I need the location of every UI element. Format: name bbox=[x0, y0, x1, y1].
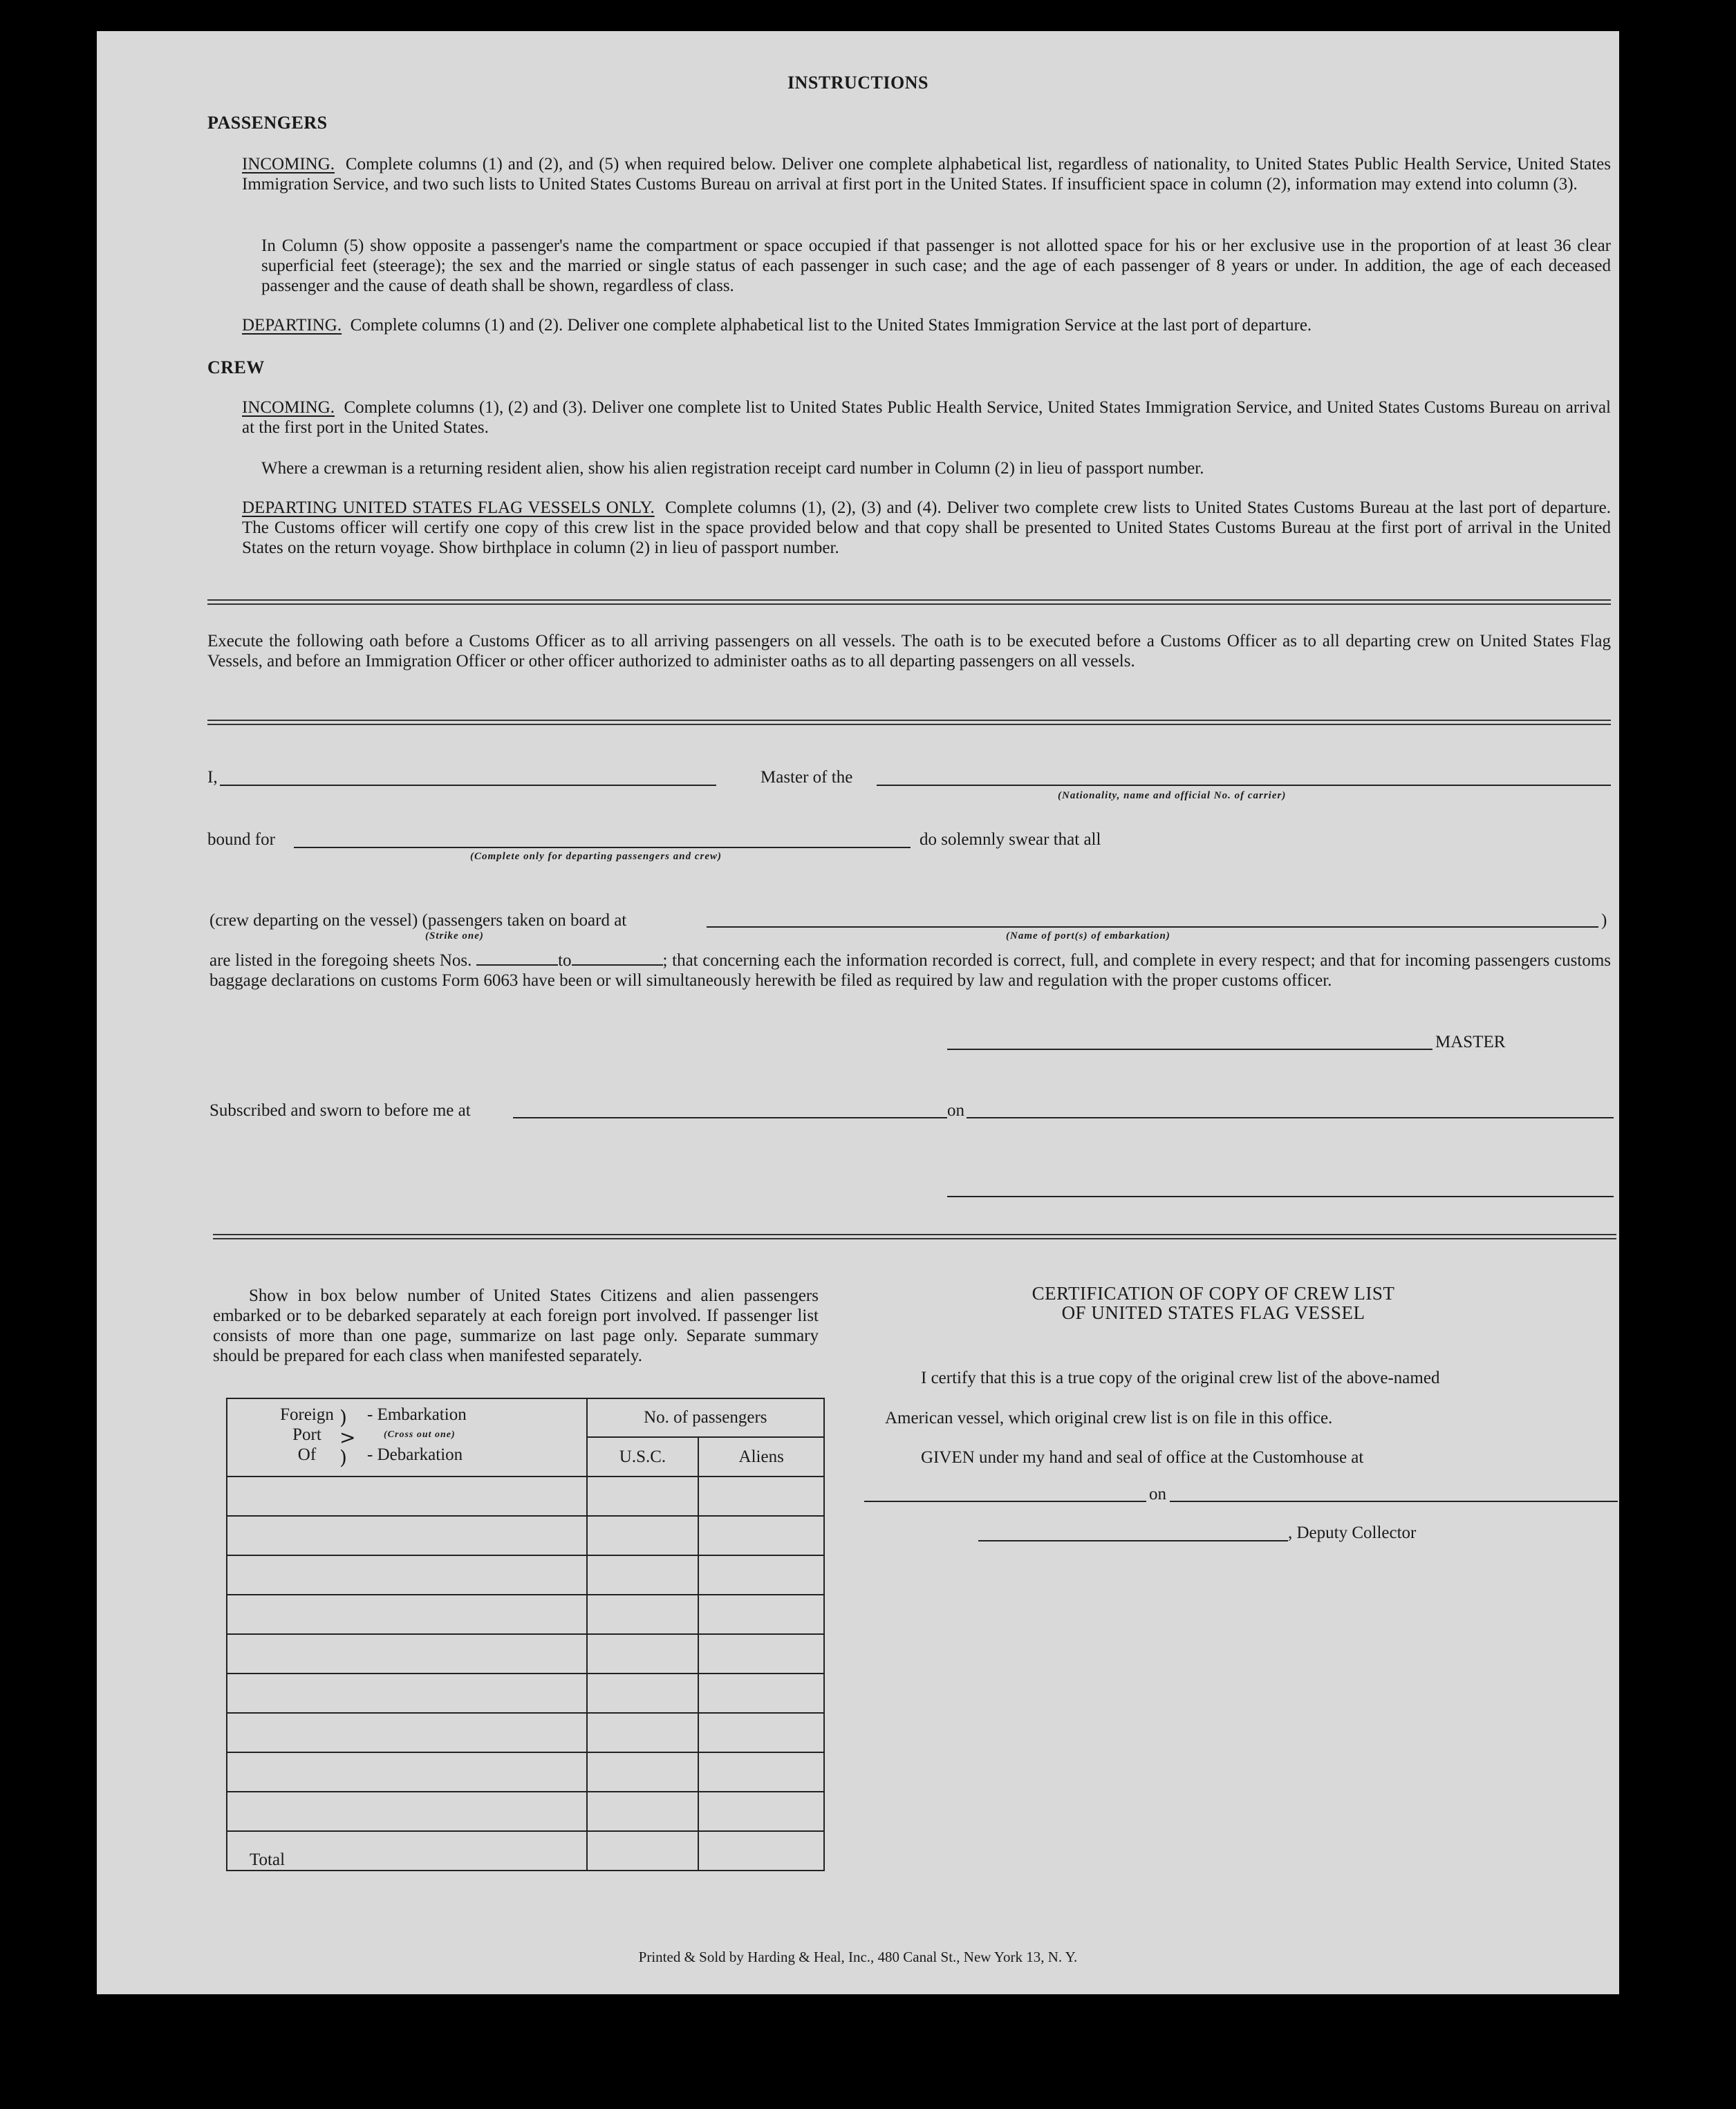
embarkation-port-field[interactable] bbox=[707, 926, 1598, 928]
divider bbox=[207, 720, 1611, 725]
printer-footer: Printed & Sold by Harding & Heal, Inc., 480 Canal St., New York 13, N. Y. bbox=[638, 1949, 1078, 1965]
crew-departing-text: Complete columns (1), (2), (3) and (4). Deliver two complete crew lists to United States Customs Bureau at the last port of departure. The Customs officer will certify one copy of this crew list in the space provided below and that copy shall be presented to United States Customs Bureau at the first port of arrival in the United States on the return voyage. Show birthplace in column (2) in lieu of passport number. bbox=[242, 498, 1612, 557]
usc-header: U.S.C. bbox=[587, 1437, 699, 1477]
summary-instructions: Show in box below number of United States Citizens and alien passengers embarked or to be debarked separately at each foreign port involved. If passenger list consists of more than one page, summarize on last page only. Separate summary should be prepared for each class when manifested separately. bbox=[213, 1286, 819, 1365]
listed-text: ; that concerning each the information recorded is correct, full, and complete in every respect; and that for incoming passengers customs baggage declarations on customs Form 6063 have been or will simultaneously herewith be filed as required by law and regulation with the proper customs officer. bbox=[209, 951, 1612, 990]
master-label: MASTER bbox=[1435, 1033, 1506, 1051]
port-note: (Name of port(s) of embarkation) bbox=[1006, 930, 1170, 941]
passengers-departing-label: DEPARTING. bbox=[242, 316, 342, 335]
deputy-label: , Deputy Collector bbox=[1288, 1524, 1417, 1542]
usc-cell[interactable] bbox=[587, 1713, 699, 1752]
on-label: on bbox=[947, 1101, 964, 1120]
usc-cell[interactable] bbox=[587, 1477, 699, 1516]
usc-cell[interactable] bbox=[587, 1516, 699, 1555]
aliens-header: Aliens bbox=[698, 1437, 824, 1477]
port-cell[interactable] bbox=[227, 1555, 587, 1595]
passengers-departing bbox=[242, 315, 1611, 335]
port-label: Port bbox=[292, 1425, 321, 1444]
strike-one-note: (Strike one) bbox=[425, 930, 484, 941]
crew-resident-paragraph: Where a crewman is a returning resident alien, show his alien registration receipt card number in Column (2) in lieu of passport number. bbox=[261, 459, 1204, 478]
subscribed-label: Subscribed and sworn to before me at bbox=[209, 1101, 471, 1120]
crew-heading: CREW bbox=[207, 357, 265, 377]
usc-cell[interactable] bbox=[587, 1674, 699, 1713]
crew-departing bbox=[242, 498, 1611, 558]
column5-paragraph: In Column (5) show opposite a passenger's name the compartment or space occupied if that passenger is not allotted space for his or her exclusive use in the proportion of at least 36 clear superficial feet (steerage); the sex and the married or single status of each passenger in such case; and the age of each passenger of 8 years or under. In addition, the age of each deceased passenger and the cause of death shall be shown, regardless of class. bbox=[261, 236, 1611, 295]
usc-cell[interactable] bbox=[587, 1792, 699, 1831]
aliens-cell[interactable] bbox=[698, 1516, 824, 1555]
master-of-label: Master of the bbox=[760, 768, 853, 787]
passengers-departing-text: Complete columns (1) and (2). Deliver one complete alphabetical list to the United States Immigration Service at the last port of departure. bbox=[350, 316, 1312, 335]
certify-text-2: American vessel, which original crew list is on file in this office. bbox=[885, 1409, 1333, 1427]
sworn-date-field[interactable] bbox=[967, 1117, 1614, 1118]
aliens-cell[interactable] bbox=[698, 1477, 824, 1516]
cert-on-label: on bbox=[1149, 1485, 1166, 1503]
foreign-label: Foreign bbox=[280, 1405, 334, 1424]
aliens-cell[interactable] bbox=[698, 1595, 824, 1634]
passenger-summary-table bbox=[226, 1398, 825, 1871]
carrier-field[interactable] bbox=[877, 785, 1611, 786]
of-label: Of bbox=[297, 1445, 317, 1464]
passengers-incoming-text: Complete columns (1) and (2), and (5) when required below. Deliver one complete alphabetical list, regardless of nationality, to United States Public Health Service, United States Immigration Service, and two such lists to United States Customs Bureau on arrival at first port in the United States. If insufficient space in column (2), information may extend into column (3). bbox=[242, 155, 1611, 194]
embarkation-label: - Embarkation bbox=[367, 1405, 467, 1424]
crew-incoming-text: Complete columns (1), (2) and (3). Deliver one complete list to United States Public Health Service, United States Immigration Service, and United States Customs Bureau on arrival at the first port in the United States. bbox=[242, 398, 1611, 437]
customhouse-field[interactable] bbox=[864, 1501, 1146, 1502]
usc-cell[interactable] bbox=[587, 1555, 699, 1595]
form-page bbox=[97, 31, 1619, 1994]
aliens-cell[interactable] bbox=[698, 1752, 824, 1792]
carrier-note: (Nationality, name and official No. of carrier) bbox=[1058, 790, 1287, 801]
usc-cell[interactable] bbox=[587, 1752, 699, 1792]
oath-intro: Execute the following oath before a Customs Officer as to all arriving passengers on all vessels. The oath is to be executed before a Customs Officer as to all departing crew on United States Flag Vessels, and before an Immigration Officer or other officer authorized to administer oaths as to all departing passengers on all vessels. bbox=[207, 632, 1611, 671]
no-passengers-header: No. of passengers bbox=[587, 1398, 824, 1437]
bound-for-label: bound for bbox=[207, 830, 275, 849]
aliens-cell[interactable] bbox=[698, 1555, 824, 1595]
certification-title-2: OF UNITED STATES FLAG VESSEL bbox=[1061, 1302, 1365, 1323]
swear-label: do solemnly swear that all bbox=[920, 830, 1101, 849]
page-title: INSTRUCTIONS bbox=[787, 73, 928, 93]
port-cell[interactable] bbox=[227, 1516, 587, 1555]
aliens-cell[interactable] bbox=[698, 1792, 824, 1831]
deputy-signature-field[interactable] bbox=[978, 1540, 1288, 1541]
usc-cell[interactable] bbox=[587, 1634, 699, 1674]
certify-text-1: I certify that this is a true copy of the original crew list of the above-named bbox=[921, 1369, 1440, 1387]
certification-title-1: CERTIFICATION OF COPY OF CREW LIST bbox=[1032, 1283, 1395, 1304]
master-name-field[interactable] bbox=[220, 785, 716, 786]
aliens-cell[interactable] bbox=[698, 1674, 824, 1713]
divider bbox=[207, 599, 1611, 605]
total-aliens-cell[interactable] bbox=[698, 1831, 824, 1871]
passengers-incoming bbox=[242, 154, 1611, 194]
foreign-port-header bbox=[227, 1398, 587, 1477]
bound-for-field[interactable] bbox=[294, 847, 911, 848]
port-cell[interactable] bbox=[227, 1595, 587, 1634]
passengers-incoming-label: INCOMING. bbox=[242, 155, 335, 174]
passengers-heading: PASSENGERS bbox=[207, 113, 328, 133]
listed-prefix: are listed in the foregoing sheets Nos. bbox=[209, 951, 472, 970]
port-cell[interactable] bbox=[227, 1792, 587, 1831]
oath-i-label: I, bbox=[207, 768, 218, 787]
listed-paragraph bbox=[209, 950, 1611, 991]
total-label: Total bbox=[227, 1831, 587, 1871]
crew-departing-label: DEPARTING UNITED STATES FLAG VESSELS ONLY. bbox=[242, 498, 655, 517]
close-paren: ) bbox=[1601, 911, 1607, 930]
divider bbox=[213, 1234, 1616, 1239]
sheet-to-field[interactable] bbox=[572, 950, 663, 966]
cross-out-note: (Cross out one) bbox=[384, 1430, 456, 1440]
brace-icon: ) > ) bbox=[339, 1406, 356, 1469]
debarkation-label: - Debarkation bbox=[367, 1445, 463, 1464]
crew-incoming-label: INCOMING. bbox=[242, 398, 335, 417]
given-text: GIVEN under my hand and seal of office at the Customhouse at bbox=[921, 1448, 1364, 1467]
port-cell[interactable] bbox=[227, 1713, 587, 1752]
port-cell[interactable] bbox=[227, 1477, 587, 1516]
crew-incoming bbox=[242, 397, 1611, 438]
bound-for-note: (Complete only for departing passengers and crew) bbox=[470, 851, 722, 862]
officer-signature-field[interactable] bbox=[947, 1196, 1614, 1197]
usc-cell[interactable] bbox=[587, 1595, 699, 1634]
crew-departing-label: (crew departing on the vessel) (passengers taken on board at bbox=[209, 911, 627, 930]
aliens-cell[interactable] bbox=[698, 1713, 824, 1752]
port-cell[interactable] bbox=[227, 1752, 587, 1792]
to-label: to bbox=[558, 951, 572, 970]
port-cell[interactable] bbox=[227, 1634, 587, 1674]
cert-date-field[interactable] bbox=[1170, 1501, 1618, 1502]
port-cell[interactable] bbox=[227, 1674, 587, 1713]
total-usc-cell[interactable] bbox=[587, 1831, 699, 1871]
aliens-cell[interactable] bbox=[698, 1634, 824, 1674]
sworn-place-field[interactable] bbox=[513, 1117, 947, 1118]
sheet-from-field[interactable] bbox=[476, 950, 558, 966]
master-signature-field[interactable] bbox=[947, 1049, 1432, 1050]
